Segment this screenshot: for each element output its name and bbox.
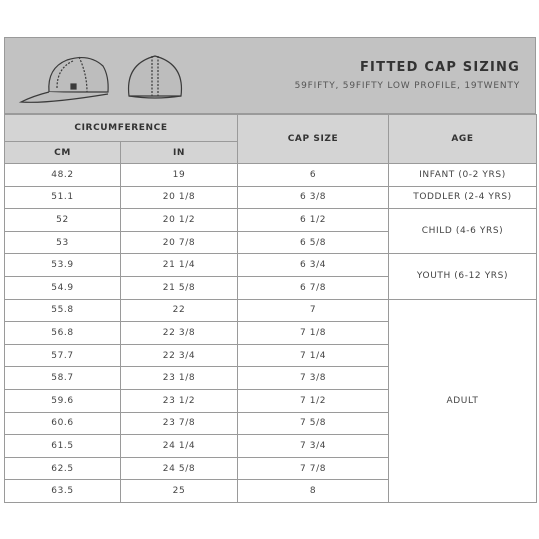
cm-header: CM [5,142,121,164]
in-cell: 24 5/8 [121,457,238,480]
age-cell-toddler: TODDLER (2-4 YRS) [389,186,537,209]
size-cell: 6 1/2 [238,209,389,232]
age-cell-youth: YOUTH (6-12 YRS) [389,254,537,299]
in-cell: 19 [121,164,238,187]
page-title: FITTED CAP SIZING [359,60,520,75]
in-cell: 22 3/8 [121,322,238,345]
cm-cell: 62.5 [5,457,121,480]
header-banner [4,37,536,114]
cap-side-view-icon [21,57,108,102]
cm-cell: 59.6 [5,389,121,412]
table-row [5,164,537,187]
size-cell: 7 1/2 [238,389,389,412]
cap-size-header: CAP SIZE [238,115,389,164]
in-cell: 23 7/8 [121,412,238,435]
in-header: IN [121,142,238,164]
table-row [5,209,537,232]
cm-cell: 57.7 [5,344,121,367]
size-cell: 7 1/4 [238,344,389,367]
in-cell: 21 1/4 [121,254,238,277]
cm-cell: 56.8 [5,322,121,345]
age-cell-adult: ADULT [389,299,537,502]
age-cell-infant: INFANT (0-2 YRS) [389,164,537,187]
size-cell: 7 3/4 [238,435,389,458]
cm-cell: 58.7 [5,367,121,390]
table-row [5,299,537,322]
size-cell: 6 5/8 [238,231,389,254]
size-cell: 6 7/8 [238,276,389,299]
sizing-table [4,114,537,503]
in-cell: 20 1/8 [121,186,238,209]
age-header: AGE [389,115,537,164]
in-cell: 25 [121,480,238,503]
size-cell: 7 1/8 [238,322,389,345]
cm-cell: 60.6 [5,412,121,435]
in-cell: 22 3/4 [121,344,238,367]
in-cell: 23 1/2 [121,389,238,412]
table-row [5,186,537,209]
size-cell: 7 5/8 [238,412,389,435]
page-subtitle: 59FIFTY, 59FIFTY LOW PROFILE, 19TWENTY [294,81,520,91]
cap-back-view-icon [129,56,182,98]
cm-cell: 63.5 [5,480,121,503]
cm-cell: 54.9 [5,276,121,299]
cm-cell: 55.8 [5,299,121,322]
size-cell: 6 [238,164,389,187]
cm-cell: 53 [5,231,121,254]
size-cell: 7 3/8 [238,367,389,390]
cm-cell: 51.1 [5,186,121,209]
size-cell: 7 [238,299,389,322]
cm-cell: 48.2 [5,164,121,187]
table-row [5,254,537,277]
in-cell: 24 1/4 [121,435,238,458]
size-cell: 6 3/8 [238,186,389,209]
circumference-header: CIRCUMFERENCE [5,115,238,142]
cap-illustrations [17,48,187,108]
size-cell: 7 7/8 [238,457,389,480]
cm-cell: 53.9 [5,254,121,277]
in-cell: 20 1/2 [121,209,238,232]
size-cell: 6 3/4 [238,254,389,277]
size-cell: 8 [238,480,389,503]
cm-cell: 52 [5,209,121,232]
age-cell-child: CHILD (4-6 YRS) [389,209,537,254]
in-cell: 20 7/8 [121,231,238,254]
cm-cell: 61.5 [5,435,121,458]
in-cell: 21 5/8 [121,276,238,299]
in-cell: 22 [121,299,238,322]
in-cell: 23 1/8 [121,367,238,390]
